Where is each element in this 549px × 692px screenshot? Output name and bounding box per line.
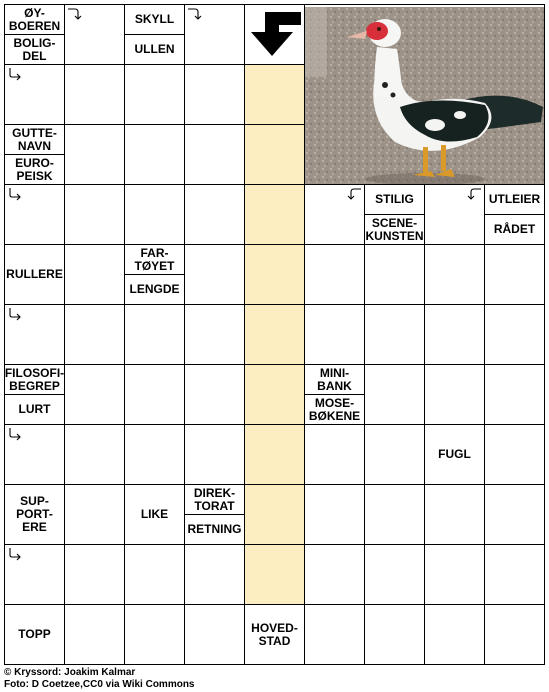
answer-cell[interactable]	[484, 304, 545, 365]
answer-cell[interactable]	[364, 424, 425, 485]
duck-illustration	[305, 5, 545, 185]
answer-cell[interactable]	[64, 244, 125, 305]
clue-radet: RÅDET	[484, 214, 545, 245]
answer-cell[interactable]	[184, 64, 245, 125]
hint-arrow-icon	[7, 307, 23, 321]
clue-rullere: RULLERE	[4, 244, 65, 305]
answer-cell[interactable]	[184, 244, 245, 305]
solution-cell[interactable]	[244, 544, 305, 605]
answer-cell[interactable]	[64, 484, 125, 545]
clue-supportere: SUP- PORT- ERE	[4, 484, 65, 545]
answer-cell[interactable]	[64, 544, 125, 605]
answer-cell[interactable]	[124, 604, 185, 665]
answer-cell[interactable]	[124, 544, 185, 605]
answer-cell[interactable]	[364, 304, 425, 365]
answer-cell[interactable]	[64, 424, 125, 485]
answer-cell[interactable]	[64, 184, 125, 245]
clue-retning: RETNING	[184, 514, 245, 545]
clue-fugl: FUGL	[424, 424, 485, 485]
answer-cell[interactable]	[124, 364, 185, 425]
answer-cell[interactable]	[304, 604, 365, 665]
clue-lurt: LURT	[4, 394, 65, 425]
answer-cell[interactable]	[364, 544, 425, 605]
answer-cell[interactable]	[124, 424, 185, 485]
solution-cell[interactable]	[244, 64, 305, 125]
answer-cell[interactable]	[364, 604, 425, 665]
clue-topp: TOPP	[4, 604, 65, 665]
solution-cell[interactable]	[244, 304, 305, 365]
hint-arrow-icon	[7, 427, 23, 441]
answer-cell[interactable]	[484, 364, 545, 425]
solution-cell[interactable]	[244, 124, 305, 185]
clue-europeisk: EURO- PEISK	[4, 154, 65, 185]
clue-mosebokene: MOSE- BØKENE	[304, 394, 365, 425]
answer-cell[interactable]	[184, 364, 245, 425]
hint-arrow-icon	[346, 187, 362, 201]
clue-like: LIKE	[124, 484, 185, 545]
solution-cell[interactable]	[244, 184, 305, 245]
answer-cell[interactable]	[424, 484, 485, 545]
clue-filosofibegrep: FILOSOFI- BEGREP	[4, 364, 65, 395]
answer-cell[interactable]	[424, 364, 485, 425]
clue-boligdel: BOLIG- DEL	[4, 34, 65, 65]
clue-ullen: ULLEN	[124, 34, 185, 65]
solution-cell[interactable]	[244, 484, 305, 545]
answer-cell[interactable]	[364, 364, 425, 425]
answer-cell[interactable]	[184, 124, 245, 185]
clue-utleier: UTLEIER	[484, 184, 545, 215]
solution-start-cell	[244, 4, 305, 65]
hint-arrow-icon	[7, 67, 23, 81]
clue-skyll: SKYLL	[124, 4, 185, 35]
solution-cell[interactable]	[244, 424, 305, 485]
answer-cell[interactable]	[64, 604, 125, 665]
clue-lengde: LENGDE	[124, 274, 185, 305]
clue-hovedstad: HOVED- STAD	[244, 604, 305, 665]
clue-guttenavn: GUTTE- NAVN	[4, 124, 65, 155]
clue-oyboeren: ØY- BOEREN	[4, 4, 65, 35]
answer-cell[interactable]	[424, 244, 485, 305]
hint-arrow-icon	[7, 187, 23, 201]
answer-cell[interactable]	[304, 424, 365, 485]
hint-arrow-icon	[466, 187, 482, 201]
photo-credit: Foto: D Coetzee,CC0 via Wiki Commons	[4, 679, 195, 690]
answer-cell[interactable]	[124, 184, 185, 245]
clue-fartoyet: FAR- TØYET	[124, 244, 185, 275]
credits	[4, 667, 195, 691]
answer-cell[interactable]	[64, 124, 125, 185]
answer-cell[interactable]	[124, 124, 185, 185]
clue-scenekunsten: SCENE- KUNSTEN	[364, 214, 425, 245]
answer-cell[interactable]	[484, 604, 545, 665]
hint-arrow-icon	[67, 7, 83, 21]
clue-stilig: STILIG	[364, 184, 425, 215]
answer-cell[interactable]	[124, 64, 185, 125]
answer-cell[interactable]	[484, 244, 545, 305]
clue-direktorat: DIREK- TORAT	[184, 484, 245, 515]
muscovy-duck-photo	[304, 4, 545, 185]
answer-cell[interactable]	[184, 304, 245, 365]
answer-cell[interactable]	[184, 544, 245, 605]
answer-cell[interactable]	[364, 484, 425, 545]
solution-cell[interactable]	[244, 244, 305, 305]
crossword-credit: © Kryssord: Joakim Kalmar	[4, 667, 136, 678]
answer-cell[interactable]	[64, 304, 125, 365]
answer-cell[interactable]	[484, 484, 545, 545]
hint-arrow-icon	[187, 7, 203, 21]
answer-cell[interactable]	[64, 64, 125, 125]
solution-cell[interactable]	[244, 364, 305, 425]
answer-cell[interactable]	[484, 424, 545, 485]
answer-cell[interactable]	[304, 484, 365, 545]
hint-arrow-icon	[7, 547, 23, 561]
answer-cell[interactable]	[424, 304, 485, 365]
answer-cell[interactable]	[184, 184, 245, 245]
answer-cell[interactable]	[304, 304, 365, 365]
answer-cell[interactable]	[304, 544, 365, 605]
answer-cell[interactable]	[64, 364, 125, 425]
answer-cell[interactable]	[424, 544, 485, 605]
answer-cell[interactable]	[364, 244, 425, 305]
bent-down-left-arrow-icon	[245, 5, 304, 64]
answer-cell[interactable]	[304, 244, 365, 305]
answer-cell[interactable]	[124, 304, 185, 365]
answer-cell[interactable]	[184, 424, 245, 485]
clue-minibank: MINI- BANK	[304, 364, 365, 395]
answer-cell[interactable]	[184, 604, 245, 665]
answer-cell[interactable]	[424, 604, 485, 665]
answer-cell[interactable]	[484, 544, 545, 605]
